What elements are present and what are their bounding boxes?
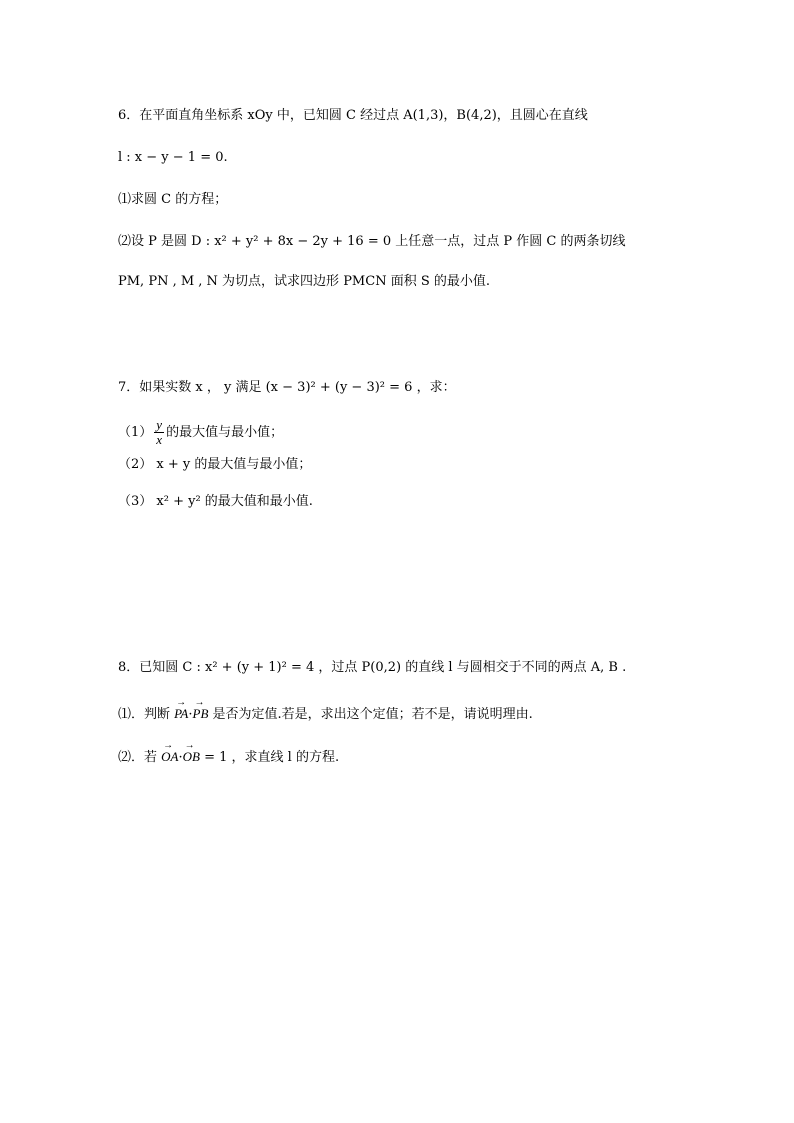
q6-stem-line1: 6．在平面直角坐标系 xOy 中，已知圆 C 经过点 A(1,3)，B(4,2)，且圆心在直线 bbox=[118, 108, 588, 123]
q8-stem: 8．已知圆 C : x² + (y + 1)² = 4 ，过点 P(0,2) 的直线 l 与圆相交于不同的两点 A, B . bbox=[118, 660, 627, 675]
q8-part1-suffix: 是否为定值.若是，求出这个定值；若不是，请说明理由. bbox=[208, 707, 533, 722]
q7-part1-prefix: （1） bbox=[118, 425, 153, 440]
q8-part1-prefix: ⑴．判断 bbox=[118, 707, 175, 722]
vector-pb: → PB bbox=[193, 704, 209, 724]
vector-ob: → OB bbox=[183, 747, 200, 767]
q6-part2-line2: PM, PN , M , N 为切点，试求四边形 PMCN 面积 S 的最小值. bbox=[118, 274, 491, 289]
vector-pa: → PA bbox=[174, 704, 188, 724]
dot-operator: · bbox=[178, 750, 183, 765]
fraction-numerator: y bbox=[156, 417, 163, 432]
vector-oa: → OA bbox=[161, 747, 178, 767]
q6-stem-line2: l : x − y − 1 = 0. bbox=[118, 150, 228, 165]
q8-part1 bbox=[118, 704, 533, 725]
q8-part2-suffix: = 1 ，求直线 l 的方程. bbox=[199, 750, 340, 765]
q7-part1-suffix: 的最大值与最小值； bbox=[166, 425, 284, 440]
q8-part2 bbox=[118, 747, 339, 768]
q7-part2: （2） x + y 的最大值与最小值； bbox=[118, 457, 312, 472]
q7-part3: （3） x² + y² 的最大值和最小值. bbox=[118, 494, 313, 509]
q7-stem: 7．如果实数 x ， y 满足 (x − 3)² + (y − 3)² = 6 ，求： bbox=[118, 380, 456, 395]
q7-part1-fraction bbox=[154, 418, 164, 447]
dot-operator: · bbox=[188, 707, 193, 722]
q6-part1: ⑴求圆 C 的方程； bbox=[118, 192, 228, 207]
q7-part1 bbox=[118, 418, 283, 447]
fraction-denominator: x bbox=[156, 432, 163, 447]
q6-part2-line1: ⑵设 P 是圆 D : x² + y² + 8x − 2y + 16 = 0 上任意一点，过点 P 作圆 C 的两条切线 bbox=[118, 234, 626, 249]
q8-part2-prefix: ⑵．若 bbox=[118, 750, 162, 765]
